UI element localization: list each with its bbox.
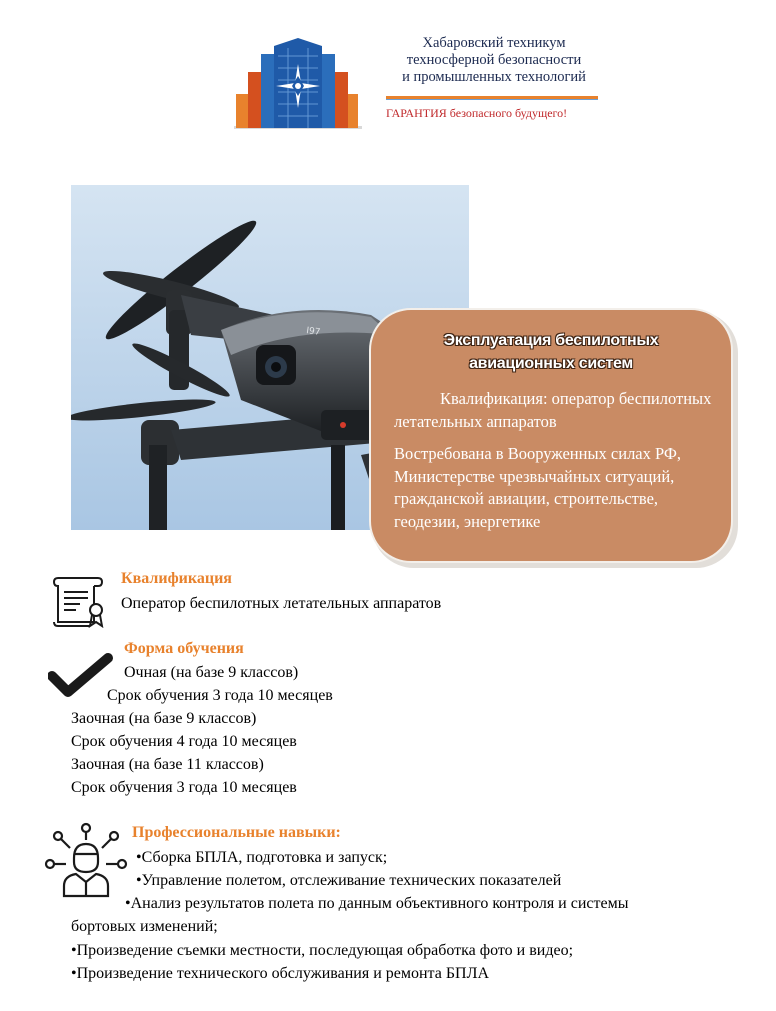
institution-name [386, 35, 602, 86]
study-form-line: Срок обучения 3 года 10 месяцев [107, 687, 333, 704]
skills-item: •Произведение технического обслуживания и ремонта БПЛА [71, 965, 489, 982]
header-divider-thin [386, 99, 598, 100]
study-form-line: Очная (на базе 9 классов) [124, 664, 299, 681]
program-title [381, 329, 721, 375]
program-title-line: авиационных систем [469, 355, 633, 372]
institution-name-line: Хабаровский техникум [422, 35, 566, 51]
study-form-heading: Форма обучения [124, 640, 244, 657]
svg-text:I97: I97 [305, 326, 321, 338]
certificate-icon [50, 572, 108, 628]
slogan: ГАРАНТИЯ безопасного будущего! [386, 106, 568, 120]
specialist-skills-icon [44, 822, 128, 898]
skills-heading: Профессиональные навыки: [132, 824, 341, 841]
institution-name-line: техносферной безопасности [406, 52, 582, 68]
checkmark-icon [48, 652, 114, 700]
institution-name-line: и промышленных технологий [402, 69, 586, 85]
college-logo-icon [234, 36, 362, 140]
skills-item: •Произведение съемки местности, последующая обработка фото и видео; [71, 942, 574, 959]
skills-item: •Анализ результатов полета по данным объективного контроля и системы [125, 895, 629, 912]
study-form-line: Заочная (на базе 9 классов) [71, 710, 257, 727]
qualification-value: Оператор беспилотных летательных аппаратов [121, 595, 442, 612]
skills-item: бортовых изменений; [71, 918, 218, 935]
study-form-line: Срок обучения 4 года 10 месяцев [71, 733, 297, 750]
skills-item: •Сборка БПЛА, подготовка и запуск; [136, 849, 388, 866]
card-demand: Востребована в Вооруженных силах РФ, Министерстве чрезвычайных ситуаций, гражданской авиации, строительстве, геодезии, энергетике [394, 444, 682, 531]
study-form-line: Заочная (на базе 11 классов) [71, 756, 264, 773]
study-form-line: Срок обучения 3 года 10 месяцев [71, 779, 297, 796]
program-title-line: Эксплуатация беспилотных [443, 332, 659, 349]
card-qualification: Квалификация: оператор беспилотных летательных аппаратов [394, 389, 712, 431]
qualification-heading: Квалификация [121, 570, 232, 587]
skills-item: •Управление полетом, отслеживание технических показателей [136, 872, 562, 889]
